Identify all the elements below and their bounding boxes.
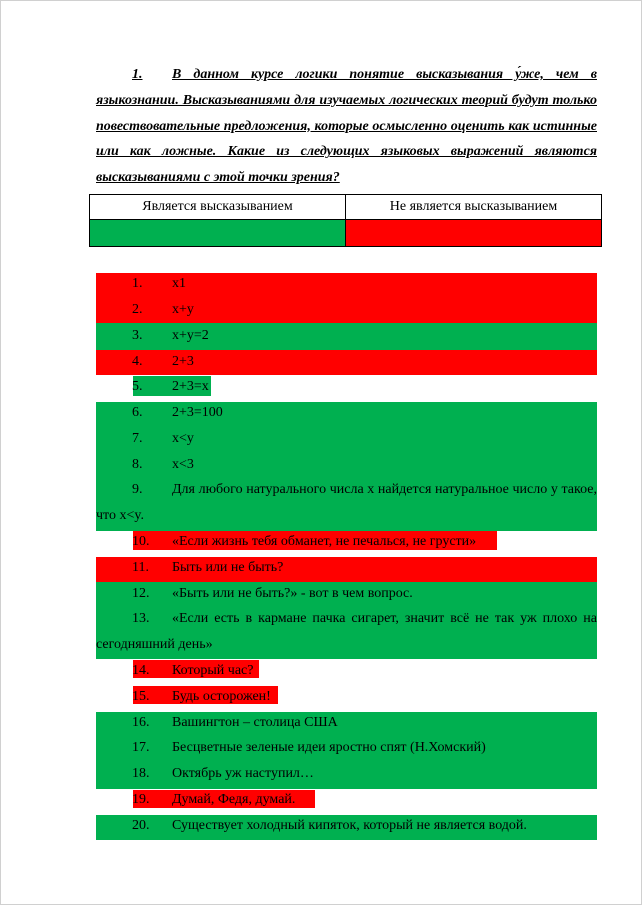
- question-text: В данном курсе логики понятие высказывания у́же, чем в языкознании. Высказываниями для изучаемых логических теорий будут только повествовательные предложения, которые осмысленно оценить как истинные или как ложные. Какие из следующих языковых выражений являются высказываниями с этой точки зрения?: [96, 67, 597, 186]
- column-header-not-statement: Не является высказыванием: [346, 195, 602, 220]
- list-item: 13. «Если есть в кармане пачка сигарет, значит всё не так уж плохо на сегодняшний день»: [96, 611, 597, 652]
- expression-list: 1. x1 2. x+y 3. x+y=2 4. 2+3 5. 2+3=x 6. 2+3=100 7. x<y 8. x<3 9. Для любого натурального числа x найдется натуральное число y такое, что x<y. 10. «Если жизнь тебя обманет, не печалься, не грусти» 11. Быть или не быть? 12. «Быть или не быть?» - вот в чем вопрос. 13. «Если есть в кармане пачка сигарет, значит всё не так уж плохо на сегодняшний день» 14. Который час? 15. Будь осторожен! 16. Вашингтон – столица США 17. Бесцветные зеленые идеи яростно спят (Н.Хомский) 18. Октябрь уж наступил… 19. Думай, Федя, думай. 20. Существует холодный кипяток, который не является водой.: [1, 1, 642, 906]
- list-item: 9. Для любого натурального числа x найдется натуральное число y такое, что x<y.: [96, 482, 597, 523]
- question-number: 1.: [132, 67, 143, 82]
- column-header-statement: Является высказыванием: [90, 195, 346, 220]
